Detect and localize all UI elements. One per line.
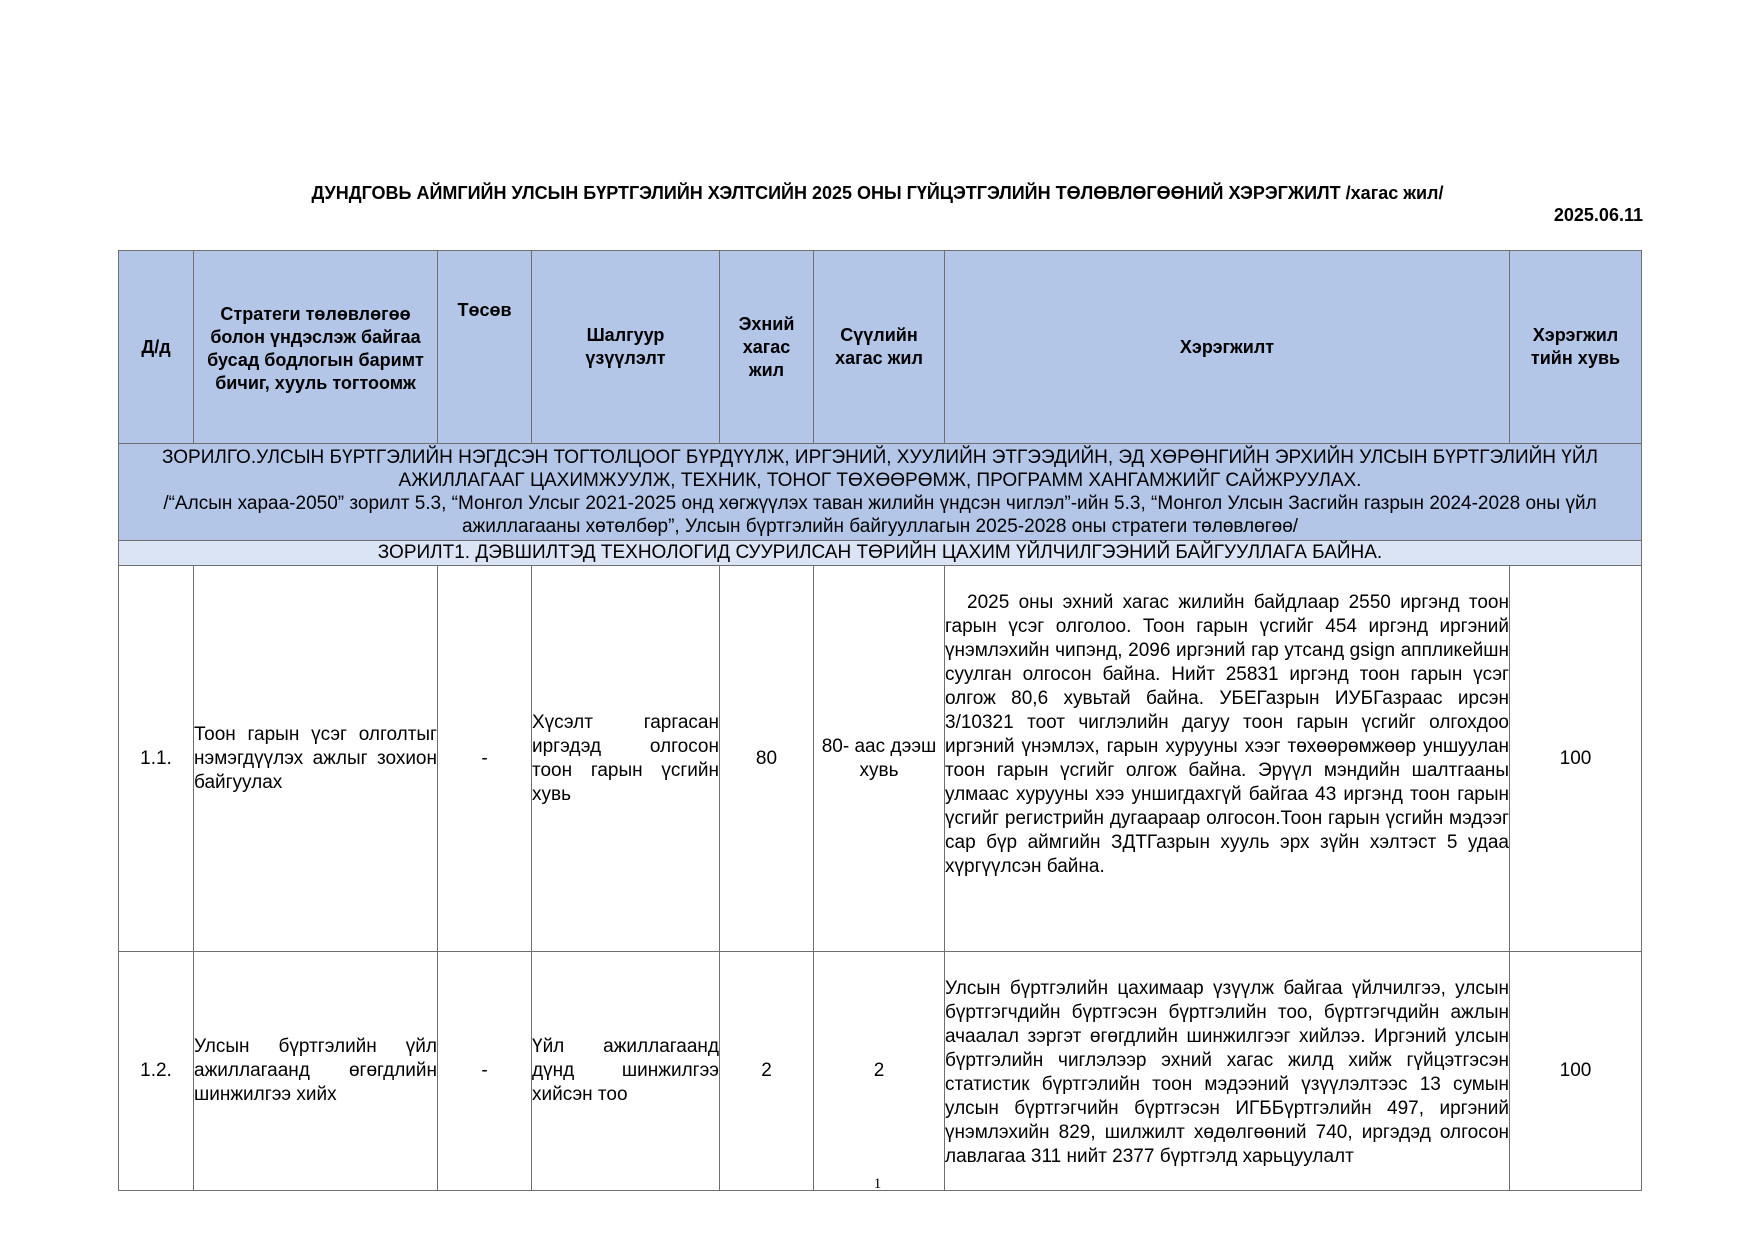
header-criteria-text: Шалгуур үзүүлэлт: [585, 325, 666, 368]
row-last-half: 2: [814, 952, 945, 1191]
row-number: 1.2.: [119, 952, 194, 1191]
document-title: ДУНДГОВЬ АЙМГИЙН УЛСЫН БҮРТГЭЛИЙН ХЭЛТСИЙН 2025 ОНЫ ГҮЙЦЭТГЭЛИЙН ТӨЛӨВЛӨГӨӨНИЙ ХЭРЭГЖИЛТ /хагас жил/: [311, 183, 1444, 203]
table-row: [119, 952, 1642, 1191]
header-last-half: [814, 251, 945, 444]
objective-cell: ЗОРИЛТ1. ДЭВШИЛТЭД ТЕХНОЛОГИД СУУРИЛСАН ТӨРИЙН ЦАХИМ ҮЙЛЧИЛГЭЭНИЙ БАЙГУУЛЛАГА БАЙНА.: [119, 541, 1642, 566]
objective-row: [119, 541, 1642, 566]
header-first-half: [720, 251, 814, 444]
row-first-half: 2: [720, 952, 814, 1191]
row-criteria: Үйл ажиллагаанд дүнд шинжилгээ хийсэн тоо: [532, 952, 720, 1191]
document-date: 2025.06.11: [1553, 205, 1643, 225]
row-strategy: Улсын бүртгэлийн үйл ажиллагаанд өгөгдлийн шинжилгээ хийх: [194, 952, 438, 1191]
row-percent: 100: [1510, 566, 1642, 952]
implementation-table: [118, 250, 1642, 1191]
goal-cell: [119, 444, 1642, 541]
header-percent: [1510, 251, 1642, 444]
row-last-half: 80- аас дээш хувь: [814, 566, 945, 952]
row-implementation-text: Улсын бүртгэлийн цахимаар үзүүлж байгаа үйлчилгээ, улсын бүртгэгчдийн бүртгэсэн бүртгэлийн тоо, бүртгэгчдийн ажлын ачаалал зэргэт өгөгдлийн шинжилгээг хийлээ. Иргэний улсын бүртгэлийн чиглэлээр эхний хагас жилд хийж гүйцэтгэсэн статистик бүртгэлийн тоон мэдээний үзүүлэлтээс 13 сумын улсын бүртгэгчийн бүртгэсэн ИГББүртгэлийн 497, иргэний үнэмлэхийн 829, шилжилт хөдөлгөөний 740, иргэдэд олгосон лавлагаа 311 нийт 2377 бүртгэлд харьцуулалт: [945, 978, 1509, 1167]
goal-row: [119, 444, 1642, 541]
header-no: Д/д: [119, 251, 194, 444]
header-last-half-text: Сүүлийн хагас жил: [835, 325, 923, 368]
row-budget: -: [438, 952, 532, 1191]
row-criteria: Хүсэлт гаргасан иргэдэд олгосон тоон гарын үсгийн хувь: [532, 566, 720, 952]
header-strategy: [194, 251, 438, 444]
header-percent-text: Хэрэгжил тийн хувь: [1530, 325, 1621, 368]
table-row: [119, 566, 1642, 952]
page-number: 1: [873, 1176, 882, 1192]
header-strategy-text: Стратеги төлөвлөгөө болон үндэслэж байгаа бусад бодлогын баримт бичиг, хууль тогтоомж: [207, 304, 424, 393]
goal-title: ЗОРИЛГО.УЛСЫН БҮРТГЭЛИЙН НЭГДСЭН ТОГТОЛЦООГ БҮРДҮҮЛЖ, ИРГЭНИЙ, ХУУЛИЙН ЭТГЭЭДИЙН, ЭД ХӨРӨНГИЙН ЭРХИЙН УЛСЫН БҮРТГЭЛИЙН ҮЙЛ АЖИЛЛАГААГ ЦАХИМЖУУЛЖ, ТЕХНИК, ТОНОГ ТӨХӨӨРӨМЖ, ПРОГРАММ ХАНГАМЖИЙГ САЙЖРУУЛАХ.: [161, 447, 1598, 491]
row-strategy: Тоон гарын үсэг олголтыг нэмэгдүүлэх ажлыг зохион байгуулах: [194, 566, 438, 952]
row-number: 1.1.: [119, 566, 194, 952]
row-implementation: [945, 566, 1510, 952]
header-implementation: Хэрэгжилт: [945, 251, 1510, 444]
row-percent: 100: [1510, 952, 1642, 1191]
header-first-half-text: Эхний хагас жил: [738, 313, 795, 380]
row-implementation-text: 2025 оны эхний хагас жилийн байдлаар 2550 иргэнд тоон гарын үсэг олголоо. Тоон гарын үсгийг 454 иргэнд иргэний үнэмлэхийн чипэнд, 2096 иргэний гар утсанд gsign аппликейшн суулган олгосон байна. Нийт 25831 иргэнд тоон гарын үсэг олгож 80,6 хувьтай байна. УБЕГазрын ИУБГазраас ирсэн 3/10321 тоот чиглэлийн дагуу тоон гарын үсгийг олгохдоо иргэний үнэмлэх, гарын хурууны хээг төхөөрөмжөөр уншуулан тоон гарын үсгийг олгож байна. Эрүүл мэндийн шалтгааны улмаас хурууны хээ уншигдахгүй байгаа 43 иргэнд тоон гарын үсгийг регистрийн дугаараар олгосон.Тоон гарын үсгийн мэдээг сар бүр аймгийн ЗДТГазрын хууль эрх зүйн хэлтэст 5 удаа хүргүүлсэн байна.: [945, 592, 1509, 877]
goal-references: /“Алсын хараа-2050” зорилт 5.3, “Монгол Улсыг 2021-2025 онд хөгжүүлэх таван жилийн үндсэн чиглэл”-ийн 5.3, “Монгол Улсын Засгийн газрын 2024-2028 оны үйл ажиллагааны хөтөлбөр”, Улсын бүртгэлийн байгууллагын 2025-2028 оны стратеги төлөвлөгөө/: [163, 493, 1597, 537]
header-row: [119, 251, 1642, 444]
row-implementation: [945, 952, 1510, 1191]
row-first-half: 80: [720, 566, 814, 952]
header-budget: Төсөв: [438, 251, 532, 444]
row-budget: -: [438, 566, 532, 952]
header-criteria: [532, 251, 720, 444]
